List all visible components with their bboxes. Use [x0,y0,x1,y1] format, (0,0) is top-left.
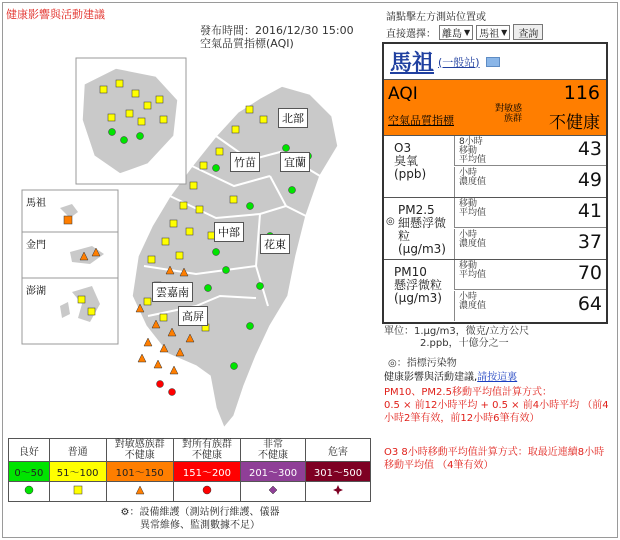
air-quality-map[interactable] [20,56,380,436]
row-value: 41 [577,200,602,222]
o3-calc-note: O3 8小時移動平均值計算方式：取最近連續8小時移動平均值 （4筆有效） [384,447,605,471]
row-value: 37 [577,231,602,253]
picker-select-label: 直接選擇： [386,28,436,40]
legend-very-unhealthy-label: 非常 不健康 [241,439,306,462]
pollutant-symbol: PM10 [394,265,427,279]
pm-calc-note [384,386,614,425]
pollutant-name [398,204,446,256]
chevron-down-icon: ▼ [501,27,508,37]
pollutant-row-moving-avg [454,260,606,290]
legend-good-marker [9,482,50,502]
units-note [384,326,529,350]
station-name[interactable]: 馬祖 [390,51,435,76]
region-central[interactable]: 中部 [214,222,244,242]
units-line2: 2.ppb，十億分之一 [420,338,509,349]
row-label: 小時 濃度值 [459,230,487,249]
query-button[interactable]: 查詢 [513,24,543,40]
row-label: 小時 濃度值 [459,292,487,311]
legend-very-unhealthy-marker [241,482,306,502]
legend-good-label: 良好 [9,439,50,462]
region-yunlin-chiayi-tainan[interactable]: 雲嘉南 [152,282,193,302]
row-label: 移動 平均值 [459,199,487,218]
publish-time-block [200,24,354,50]
island-kinmen[interactable]: 金門 [26,240,46,251]
legend-sensitive-range: 101～150 [106,462,173,482]
legend-very-unhealthy-range: 201～300 [241,462,306,482]
taiwan-map-svg [20,56,380,436]
row-label: 移動 平均值 [459,261,487,280]
advice-link[interactable]: 請按這裏 [477,372,518,383]
advice-text: 健康影響與活動建議, [384,372,478,383]
aqi-group-line2: 族群 [503,114,522,124]
advice-line [384,368,517,383]
legend-moderate-range: 51～100 [49,462,106,482]
station-picker [386,24,543,40]
aqi-group [495,104,522,124]
legend-unhealthy-label: 對所有族群 不健康 [173,439,240,462]
station-select[interactable] [476,25,510,40]
station-select-value: 馬祖 [479,28,500,40]
pollutant-name [394,266,442,305]
region-select[interactable] [439,25,473,40]
legend-hazardous-range: 301～500 [306,462,371,482]
publish-time: 發布時間：2016/12/30 15:00 [200,24,354,37]
legend-sensitive-label: 對敏感族群 不健康 [106,439,173,462]
row-label: 8小時 移動 平均值 [459,137,487,165]
maintenance-note [70,506,330,532]
aqi-legend [8,438,371,502]
aqi-label: AQI [388,84,418,104]
pollutant-name [394,142,426,181]
pollutant-row-moving-avg [454,136,606,166]
legend-unhealthy-range: 151～200 [173,462,240,482]
island-penghu[interactable]: 澎湖 [26,286,46,297]
region-yilan[interactable]: 宜蘭 [280,152,310,172]
row-value: 43 [577,138,602,160]
index-name: 空氣品質指標(AQI) [200,37,294,50]
station-type[interactable]: (一般站) [438,55,480,69]
legend-good-range: 0～50 [9,462,50,482]
aqi-sublabel[interactable]: 空氣品質指標 [388,114,454,127]
pollutant-row-hourly [454,229,606,259]
row-label: 小時 濃度值 [459,168,487,187]
pollutant-unit: (μg/m3) [394,291,442,305]
pollutant-label: 細懸浮微 [398,216,447,230]
pollutant-row-hourly [454,291,606,321]
pollutant-unit: (ppb) [394,167,427,181]
legend-moderate-label: 普通 [49,439,106,462]
maintenance-note-line1: ⚙：設備維護（測站例行維護、儀器 [120,507,280,518]
legend-sensitive-marker [106,482,173,502]
legend-moderate-marker [49,482,106,502]
health-advice-link[interactable]: 健康影響與活動建議 [6,8,105,21]
pollutant-label-2: 粒 [398,229,411,243]
pm-calc-title: PM10、PM2.5移動平均值計算方式： [384,387,552,398]
primary-pollutant-icon: ◎ [386,216,395,227]
pollutant-row-hourly [454,167,606,197]
pm-calc-body: 0.5 × 前12小時平均 + 0.5 × 前4小時平均 （前4小時2筆有效，前12小時6筆有效） [384,400,609,424]
units-line1: 單位：1.μg/m3，微克/立方公尺 [384,326,530,337]
pollutant-unit: (μg/m3) [398,242,446,256]
region-hualien-taitung[interactable]: 花東 [260,234,290,254]
pollutant-label: 臭氧 [394,154,419,168]
row-value: 64 [577,293,602,315]
aqi-summary [384,80,606,136]
legend-hazardous-marker [306,482,371,502]
pollutant-row-moving-avg [454,198,606,228]
pollutant-pm25 [384,198,606,260]
pollutant-symbol: O3 [394,141,412,155]
aqi-value: 116 [563,82,600,104]
primary-pollutant-note: ◎：指標污染物 [388,358,457,369]
row-value: 49 [577,169,602,191]
picker-prompt: 請點擊左方測站位置或 [386,12,486,23]
aqi-group-line1: 對敏感 [494,104,522,114]
legend-hazardous-label: 危害 [306,439,371,462]
pollutant-o3 [384,136,606,198]
legend-unhealthy-marker [173,482,240,502]
row-value: 70 [577,262,602,284]
station-header [384,44,606,80]
pollutant-label: 懸浮微粒 [394,278,443,292]
pollutant-pm10 [384,260,606,322]
region-select-value: 離島 [442,28,462,40]
station-panel [382,42,608,324]
pollutant-symbol: PM2.5 [398,203,435,217]
aqi-status: 不健康 [549,113,600,133]
chevron-down-icon: ▼ [464,27,471,37]
maintenance-note-line2: 異常維修、監測數據不足） [140,520,260,531]
region-hsinchu-miaoli[interactable]: 竹苗 [230,152,260,172]
region-kaohsiung-pingtung[interactable]: 高屏 [178,306,208,326]
trend-chart-icon[interactable] [486,57,500,67]
island-matsu[interactable]: 馬祖 [26,198,46,209]
region-north[interactable]: 北部 [278,108,308,128]
